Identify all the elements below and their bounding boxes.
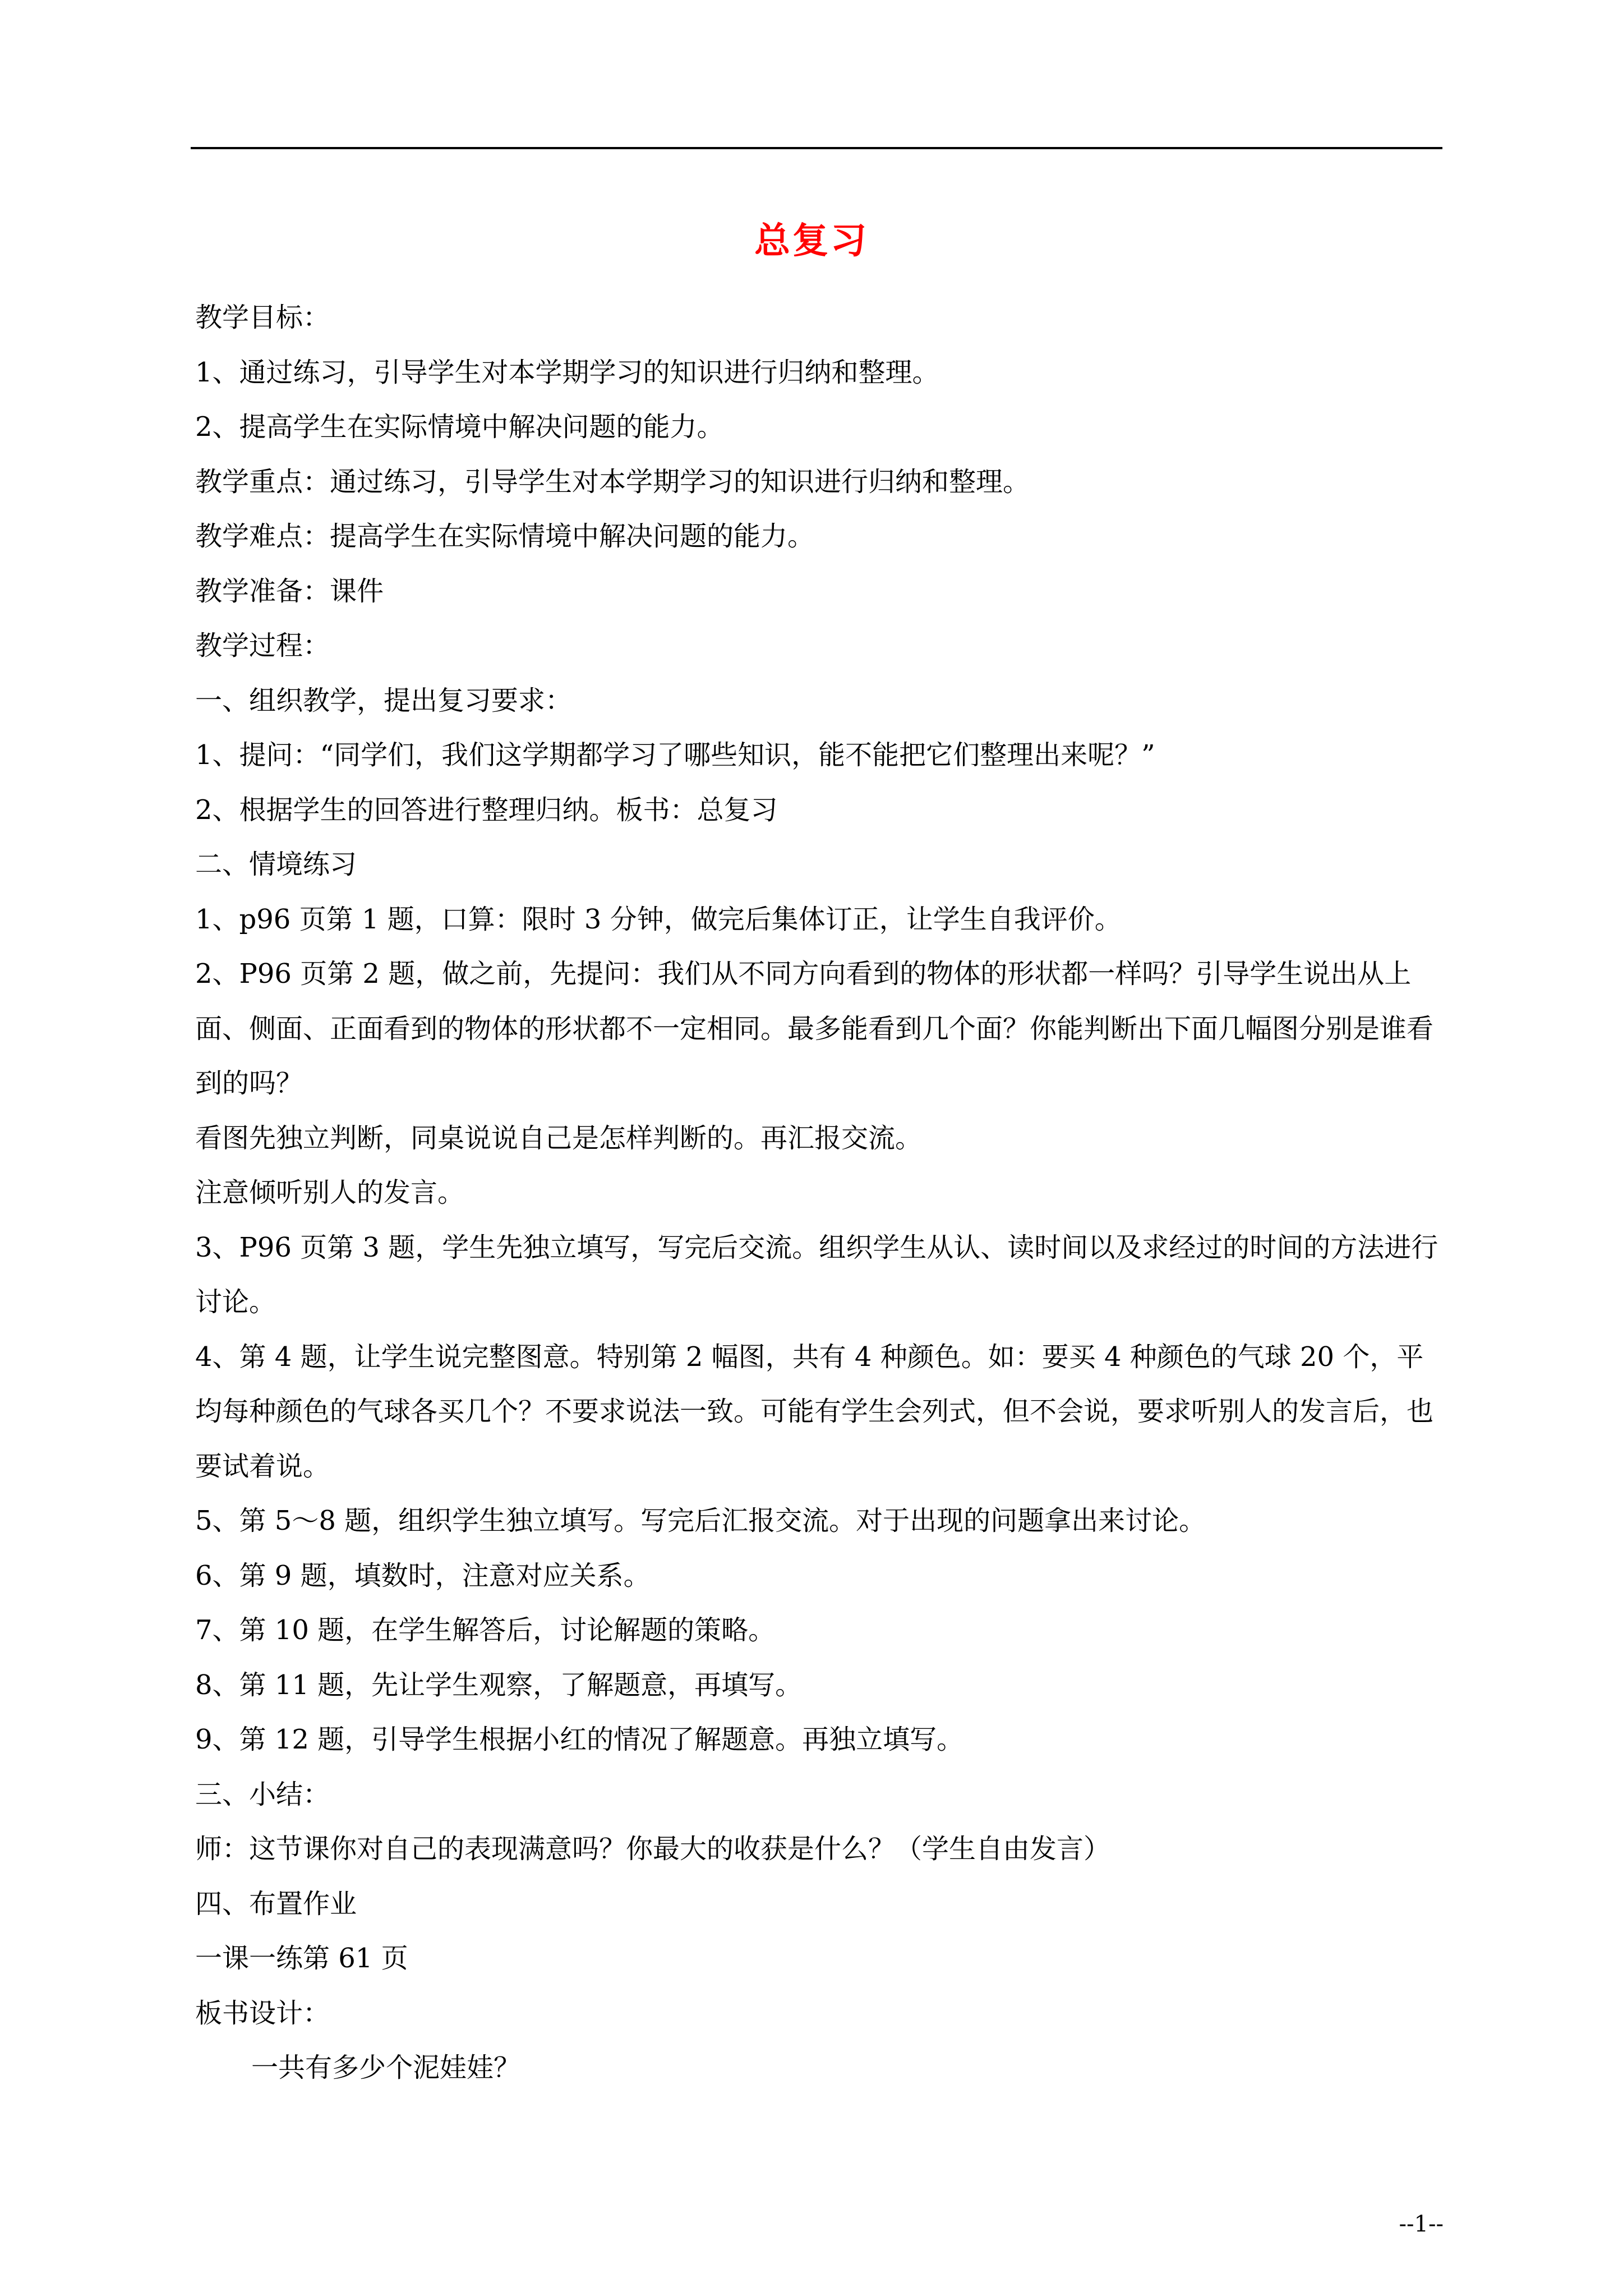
document-body — [195, 291, 1444, 2096]
header-rule — [191, 147, 1442, 149]
paragraph-teaching-goals-heading: 教学目标： — [195, 302, 330, 333]
paragraph-section-2-item-7: 7、第 10 题，在学生解答后，讨论解题的策略。 — [195, 1614, 776, 1646]
paragraph-section-2-item-9: 9、第 12 题，引导学生根据小红的情况了解题意。再独立填写。 — [195, 1724, 964, 1755]
paragraph-section-1-item-2: 2、根据学生的回答进行整理归纳。板书：总复习 — [195, 794, 778, 826]
paragraph-section-2-item-1: 1、p96 页第 1 题，口算：限时 3 分钟，做完后集体订正，让学生自我评价。 — [195, 903, 1122, 935]
paragraph-section-2-item-2: 2、P96 页第 2 题，做之前，先提问：我们从不同方向看到的物体的形状都一样吗？引导学生说出从上面、侧面、正面看到的物体的形状都不一定相同。最多能看到几个面？你能判断出下面几幅图分别是谁看到的吗？ — [195, 958, 1434, 1099]
paragraph-section-2-heading: 二、情境练习 — [195, 849, 357, 880]
paragraph-homework: 一课一练第 61 页 — [195, 1943, 408, 1974]
paragraph-section-2-note-1: 看图先独立判断，同桌说说自己是怎样判断的。再汇报交流。 — [195, 1122, 923, 1154]
paragraph-section-2-item-5: 5、第 5～8 题，组织学生独立填写。写完后汇报交流。对于出现的问题拿出来讨论。 — [195, 1505, 1206, 1536]
document-title: 总复习 — [754, 220, 869, 262]
paragraph-section-1-item-1: 1、提问：“同学们，我们这学期都学习了哪些知识，能不能把它们整理出来呢？” — [195, 739, 1155, 771]
paragraph-section-4-heading: 四、布置作业 — [195, 1888, 357, 1920]
paragraph-board-design-question: 一共有多少个泥娃娃？ — [251, 2052, 521, 2083]
paragraph-preparation: 教学准备：课件 — [195, 575, 384, 607]
page-number: --1-- — [1399, 2211, 1444, 2237]
paragraph-section-2-note-2: 注意倾听别人的发言。 — [195, 1177, 465, 1208]
paragraph-key-points: 教学重点：通过练习，引导学生对本学期学习的知识进行归纳和整理。 — [195, 466, 1030, 498]
paragraph-process-heading: 教学过程： — [195, 630, 330, 661]
paragraph-section-3-heading: 三、小结： — [195, 1778, 330, 1810]
paragraph-section-2-item-4: 4、第 4 题，让学生说完整图意。特别第 2 幅图，共有 4 种颜色。如：要买 4 种颜色的气球 20 个，平均每种颜色的气球各买几个？不要求说法一致。可能有学生会列式，但不会说，要求听别人的发言后，也要试着说。 — [195, 1341, 1434, 1482]
paragraph-section-3-text: 师：这节课你对自己的表现满意吗？你最大的收获是什么？（学生自由发言） — [195, 1833, 1111, 1865]
paragraph-difficulties: 教学难点：提高学生在实际情境中解决问题的能力。 — [195, 521, 815, 552]
paragraph-section-2-item-8: 8、第 11 题，先让学生观察，了解题意，再填写。 — [195, 1669, 803, 1701]
paragraph-section-1-heading: 一、组织教学，提出复习要求： — [195, 684, 573, 716]
paragraph-goal-1: 1、通过练习，引导学生对本学期学习的知识进行归纳和整理。 — [195, 356, 939, 388]
paragraph-goal-2: 2、提高学生在实际情境中解决问题的能力。 — [195, 411, 724, 443]
paragraph-board-design-heading: 板书设计： — [195, 1997, 330, 2029]
paragraph-section-2-item-3: 3、P96 页第 3 题，学生先独立填写，写完后交流。组织学生从认、读时间以及求经过的时间的方法进行讨论。 — [195, 1231, 1438, 1318]
paragraph-section-2-item-6: 6、第 9 题，填数时，注意对应关系。 — [195, 1559, 651, 1591]
